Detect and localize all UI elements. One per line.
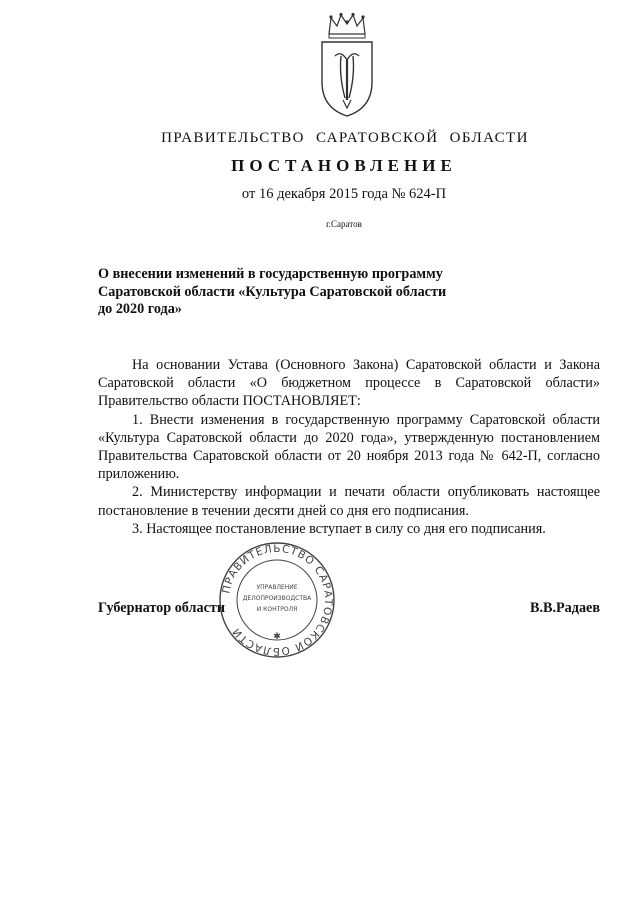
signature-block — [98, 600, 600, 622]
organization-title: ПРАВИТЕЛЬСТВО САРАТОВСКОЙ ОБЛАСТИ — [161, 130, 529, 146]
subject-line: до 2020 года» — [98, 301, 182, 317]
stamp-inner-line: ДЕЛОПРОИЗВОДСТВА — [242, 595, 312, 602]
signatory-name: В.В.Радаев — [529, 600, 600, 616]
preamble-paragraph: На основании Устава (Основного Закона) Саратовской области и Закона Саратовской области «О бюджетном процессе в Саратовской области» Правительство области ПОСТАНОВЛЯЕТ: — [98, 357, 600, 410]
document-subject — [98, 266, 518, 319]
subject-line: Саратовской области «Культура Саратовской области — [98, 283, 447, 300]
document-type-title: ПОСТАНОВЛЕНИЕ — [231, 156, 457, 175]
saratov-coat-of-arms-icon — [317, 12, 377, 118]
signatory-position: Губернатор области — [98, 600, 226, 616]
clause-3-paragraph: 3. Настоящее постановление вступает в силу со дня его подписания. — [132, 520, 546, 537]
document-body — [98, 356, 600, 538]
stamp-inner-line: УПРАВЛЕНИЕ — [256, 584, 298, 591]
document-city: г.Саратов — [326, 219, 362, 229]
document-date-number: от 16 декабря 2015 года № 624-П — [241, 186, 447, 202]
stamp-outer-text: ПРАВИТЕЛЬСТВО САРАТОВСКОЙ ОБЛАСТИ — [220, 542, 335, 658]
clause-1-paragraph: 1. Внести изменения в государственную программу Саратовской области «Культура Саратовской области до 2020 года», утвержденную постановлением Правительства Саратовской области от 20 ноября 2013 года № 642-П, согласно приложению. — [98, 411, 600, 483]
stamp-inner-line: И КОНТРОЛЯ — [256, 606, 298, 613]
clause-2-paragraph: 2. Министерству информации и печати области опубликовать настоящее постановление в течении десяти дней со дня его подписания. — [98, 484, 600, 519]
subject-line: О внесении изменений в государственную программу — [98, 266, 443, 282]
star-icon: ✱ — [273, 632, 281, 642]
